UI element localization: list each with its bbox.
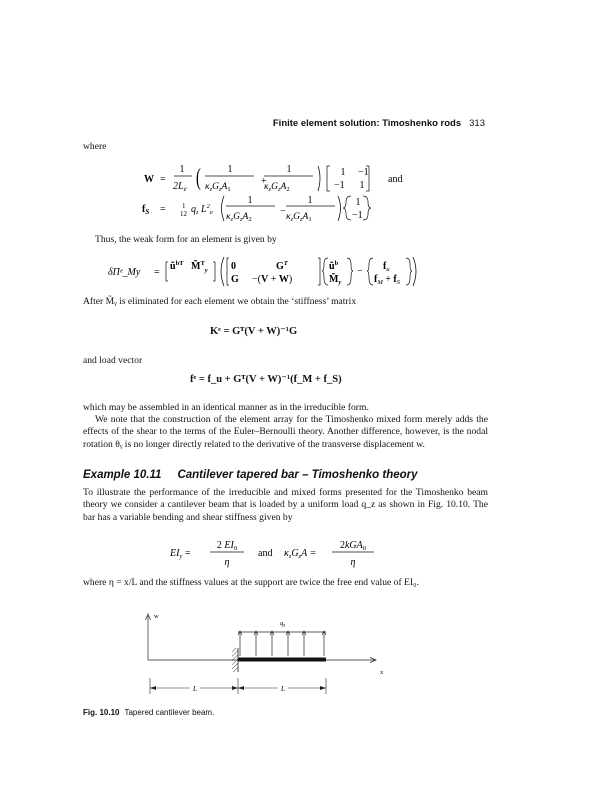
- eq-and-1: and: [388, 174, 403, 185]
- svg-text:1: 1: [340, 167, 346, 178]
- svg-text:−(V + W): −(V + W): [252, 274, 293, 285]
- svg-text:1: 1: [286, 164, 292, 175]
- svg-text:0: 0: [231, 261, 236, 272]
- svg-text:ũb: $ũ^b$: [329, 260, 339, 272]
- beam: [238, 658, 326, 662]
- svg-text:1: 1: [182, 202, 186, 210]
- after-elimination-text: After M̃ᵧ is eliminated for each element we obtain the ‘stiffness’ matrix: [83, 296, 357, 307]
- figure-cantilever-beam: [140, 608, 390, 706]
- svg-text:1: 1: [227, 164, 233, 175]
- svg-text:=: =: [160, 204, 166, 215]
- svg-text:ũbT: $ũ^{bT}$: [170, 260, 184, 272]
- svg-text:qz L2e: $q_z$ $L^2_e$: [191, 203, 213, 216]
- equation-weak-form: [100, 254, 420, 288]
- x-axis-label: x: [380, 669, 384, 676]
- figure-caption: [83, 708, 214, 717]
- caption-label: Fig. 10.10: [83, 708, 120, 717]
- equation-W-fS: [100, 158, 430, 224]
- svg-text:M̃Ty: M̃$^T_y$: [191, 260, 208, 274]
- svg-text:GT: $G^T$: [276, 260, 288, 272]
- length-label-1: L: [193, 685, 197, 693]
- svg-text:κzGzA =: $\kappa_zG_zA$ =: [284, 548, 317, 560]
- svg-text:2Le: $2L_e$: [173, 181, 187, 193]
- svg-text:−1: −1: [358, 167, 369, 178]
- eq-W-lhs: W: [144, 174, 154, 185]
- running-header: [273, 118, 485, 129]
- svg-text:M̃y: $M̃_y$: [329, 274, 342, 286]
- load-vector-equation: fᵉ = f_u + Gᵀ(V + W)⁻¹(f_M + f_S): [190, 374, 342, 385]
- svg-text:(: (: [196, 164, 201, 192]
- svg-text:fM + fS: $f_M + f_S$: [374, 274, 400, 286]
- svg-text:−1: −1: [334, 180, 345, 191]
- load-vector-intro: and load vector: [83, 355, 143, 366]
- length-label-2: L: [281, 685, 285, 693]
- svg-text:fS: $f_S$: [142, 204, 150, 216]
- assembled-note: which may be assembled in an identical manner as in the irreducible form.: [83, 402, 369, 413]
- example-heading: [83, 469, 418, 481]
- example-title: Cantilever tapered bar – Timoshenko theory: [177, 469, 418, 481]
- where-eta-text: where η = x/L and the stiffness values at the support are twice the free end value of EI₀.: [83, 577, 419, 588]
- svg-text:G: G: [231, 274, 239, 285]
- svg-text:fu: $f_u$: [383, 261, 390, 273]
- example-text: To illustrate the performance of the irreducible and mixed forms presented for the Timoshenko beam theory we consider a cantilever beam that is loaded by a uniform load q_z as shown in Fig. 10.10. The bar has a variable bending and shear stiffness given by: [83, 487, 488, 523]
- page-number: 313: [469, 118, 485, 129]
- load-label: $q_z$: [280, 620, 286, 629]
- equation-stiffness-distribution: [160, 536, 420, 570]
- stiffness-equation: Kᵉ = Gᵀ(V + W)⁻¹G: [210, 326, 298, 337]
- svg-text:=: =: [154, 267, 160, 278]
- weak-form-intro: Thus, the weak form for an element is given by: [95, 234, 277, 245]
- svg-text:1: 1: [307, 195, 313, 206]
- svg-text:κzGzA2: $\kappa_zG_zA_2$: [264, 182, 290, 193]
- load-arrows: [238, 631, 326, 656]
- svg-text:−: −: [280, 206, 286, 217]
- svg-text:−1: −1: [352, 210, 363, 221]
- svg-text:=: =: [160, 174, 166, 185]
- caption-text: Tapered cantilever beam.: [124, 708, 215, 717]
- example-number: Example 10.11: [83, 469, 162, 481]
- svg-text:1: 1: [179, 164, 185, 175]
- svg-text:12: 12: [180, 210, 187, 218]
- svg-text:1: 1: [247, 195, 253, 206]
- w-axis-label: w: [154, 613, 159, 620]
- svg-text:−: −: [357, 266, 363, 277]
- dimension-lines: [150, 678, 326, 694]
- svg-text:+: +: [261, 176, 267, 187]
- svg-text:κzGzA1: $\kappa_zG_zA_1$: [286, 212, 312, 223]
- svg-text:κzGzA2: $\kappa_zG_zA_2$: [226, 212, 252, 223]
- svg-text:1: 1: [355, 197, 361, 208]
- eq-weak-lhs: δΠᵉ_My: [108, 267, 141, 278]
- fixed-support: [232, 648, 238, 672]
- svg-text:η: η: [350, 557, 356, 568]
- svg-text:2kGA0: 2kGA$_0$: [339, 540, 367, 552]
- running-title: Finite element solution: Timoshenko rods: [272, 118, 462, 129]
- mixed-form-note: We note that the construction of the element array for the Timoshenko mixed form merely adds the effects of the shear to the terms of the Euler–Bernoulli theory. Another difference, however, is the nodal rotation θᵧ is no longer directly related to the derivative of the transverse displacement w.: [83, 414, 488, 450]
- where-text-1: where: [83, 141, 107, 152]
- svg-text:EIy =: $EI_y$ =: [170, 548, 191, 560]
- eq-and-2: and: [258, 548, 273, 559]
- svg-text:2 EI0: 2 $EI_0$: [216, 540, 238, 552]
- svg-text:κzGzA1: $\kappa_zG_zA_1$: [205, 182, 231, 193]
- svg-text:η: η: [224, 557, 230, 568]
- svg-text:1: 1: [359, 180, 365, 191]
